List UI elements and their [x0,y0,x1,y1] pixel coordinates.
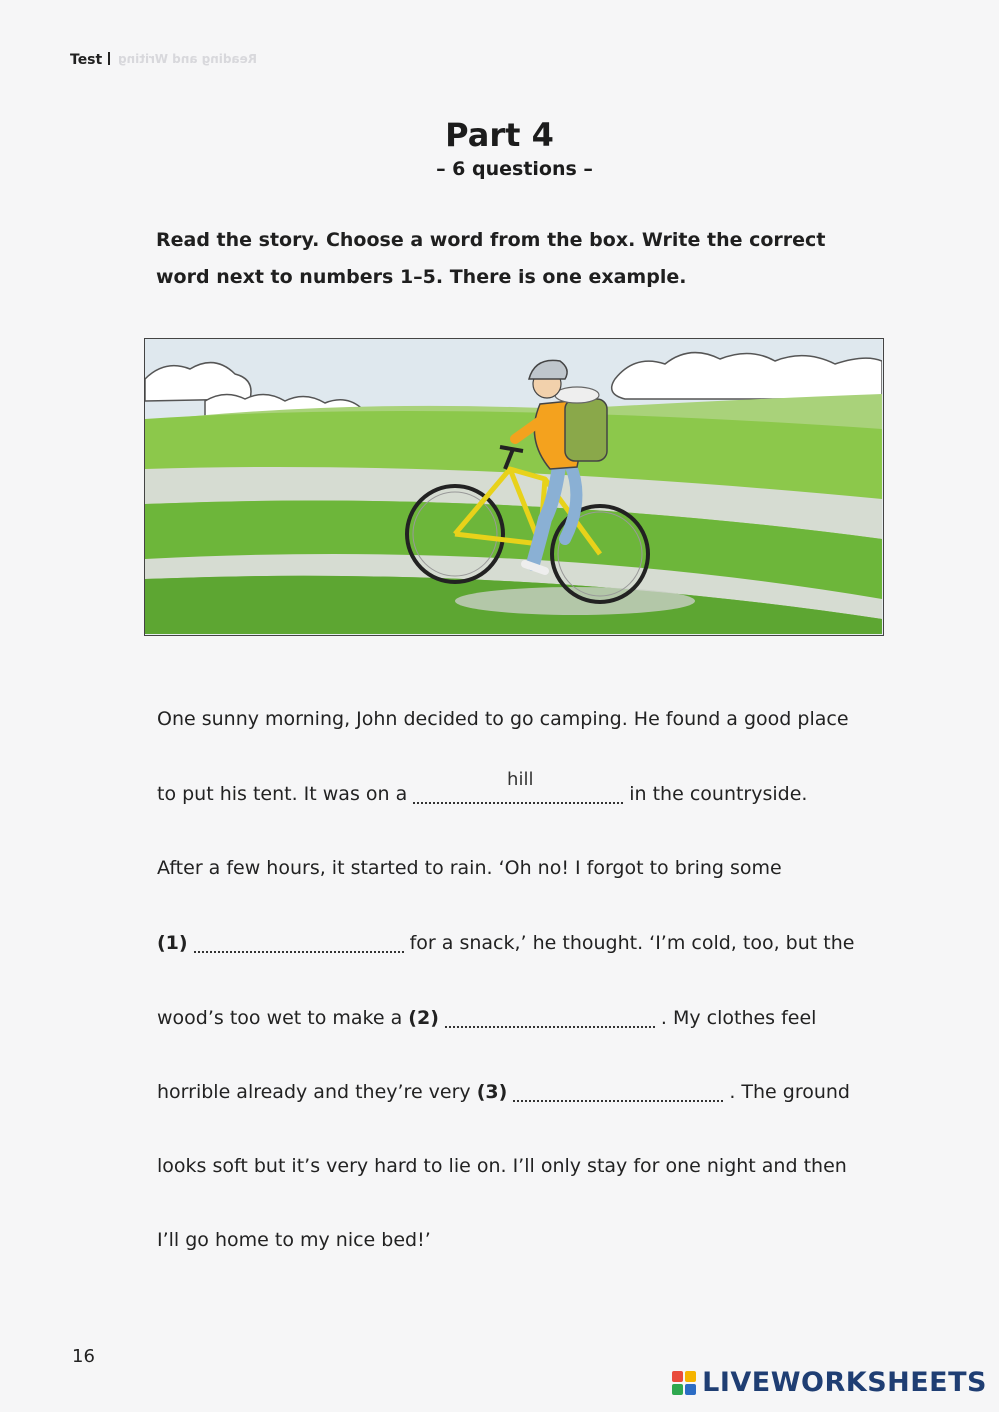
story-line-1: One sunny morning, John decided to go camping. He found a good place [157,708,849,730]
story-text: in the countryside. [629,783,808,805]
story-text: for a snack,’ he thought. ‘I’m cold, too, but the [409,932,855,954]
logo-square [685,1384,696,1395]
answer-blank-3[interactable] [513,1080,723,1102]
story-line-3: After a few hours, it started to rain. ‘Oh no! I forgot to bring some [157,857,782,879]
logo-square [672,1371,683,1382]
answer-input-1[interactable] [194,917,408,940]
page-title: Part 4 [445,116,554,154]
cyclist-illustration [145,339,882,634]
story-text: wood’s too wet to make a [157,1007,403,1029]
story-text: . The ground [729,1081,850,1103]
test-label [70,52,110,68]
story-text: to put his tent. It was on a [157,783,408,805]
answer-blank-2[interactable] [445,1006,655,1028]
question-number: (3) [476,1081,508,1103]
example-blank [413,782,623,804]
story-text: . My clothes feel [660,1007,817,1029]
story-illustration [144,338,884,636]
story-line-8: I’ll go home to my nice bed!’ [157,1229,431,1251]
question-number: (2) [408,1007,439,1029]
test-label-text: Test [70,52,103,68]
page-subtitle: – 6 questions – [436,158,593,180]
answer-blank-1[interactable] [194,931,404,953]
story-line-2 [157,782,807,805]
bleed-through-text: Reading and Writing [118,52,257,66]
liveworksheets-brand [672,1367,987,1398]
example-answer [413,768,627,791]
brand-name: LIVEWORKSHEETS [702,1367,987,1398]
answer-input-2[interactable] [445,992,659,1015]
liveworksheets-logo-icon [672,1371,696,1395]
question-number: (1) [157,932,188,954]
story-text: horrible already and they’re very [157,1081,471,1103]
instructions: Read the story. Choose a word from the box. Write the correct word next to numbers 1–5. There is one example. [156,229,826,288]
story-line-6 [157,1080,850,1103]
story-line-7: looks soft but it’s very hard to lie on. I’ll only stay for one night and then [157,1155,847,1177]
story-line-4 [157,931,854,954]
story-line-5 [157,1006,816,1029]
answer-input-3[interactable] [513,1066,727,1089]
test-number-mark [108,52,110,65]
logo-square [672,1384,683,1395]
logo-square [685,1371,696,1382]
page-number: 16 [72,1346,95,1367]
